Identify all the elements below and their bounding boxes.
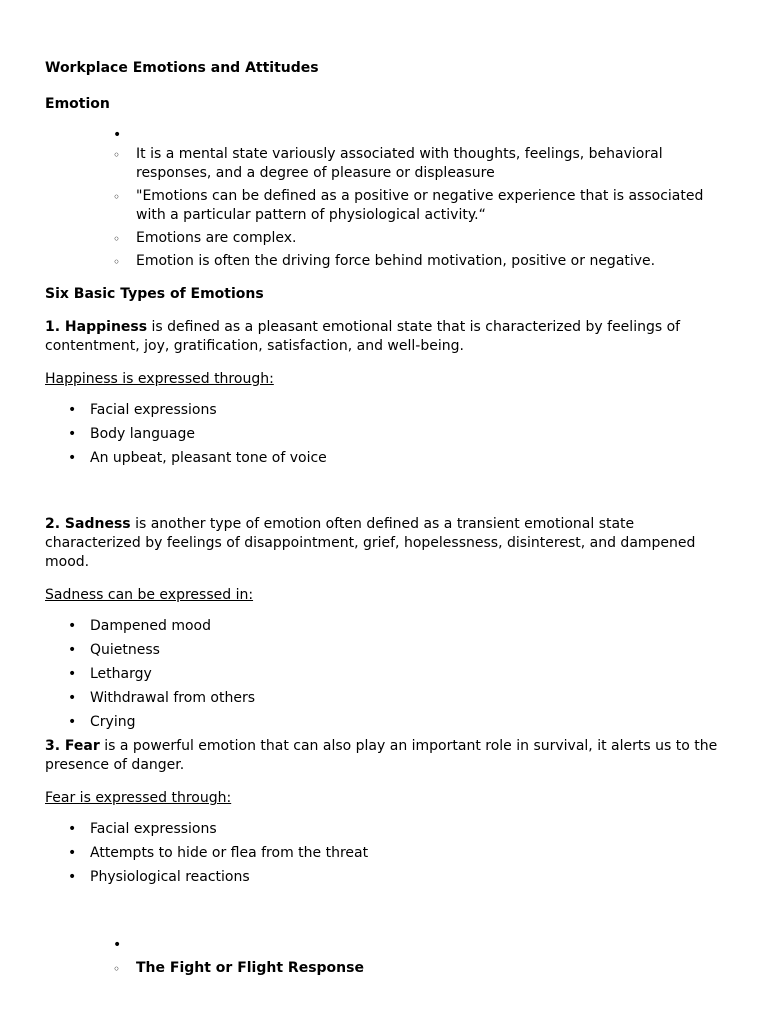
fear-list (68, 820, 723, 887)
list-item: ◦ It is a mental state variously associated with thoughts, feelings, behavioral responses, and a degree of pleasure or displeasure (113, 145, 723, 183)
document-title: Workplace Emotions and Attitudes (45, 60, 319, 76)
list-item: ◦ Emotions are complex. (113, 229, 723, 248)
sadness-lead: 2. Sadness (45, 516, 131, 532)
happiness-lead: 1. Happiness (45, 319, 148, 335)
list-item: • Facial expressions (68, 401, 723, 420)
emotion-points-list (113, 145, 723, 271)
empty-bullet (113, 126, 723, 145)
happiness-text: is defined as a pleasant emotional state that is characterized by feelings of contentment, joy, gratification, satisfaction, and well-being. (45, 319, 681, 354)
list-item: • Quietness (68, 641, 723, 660)
empty-bullet (113, 936, 723, 955)
list-item: ◦ Emotion is often the driving force behind motivation, positive or negative. (113, 252, 723, 271)
fear-paragraph (45, 737, 723, 775)
section-heading-emotion: Emotion (45, 96, 110, 112)
list-item: • Crying (68, 713, 723, 732)
list-item: • Lethargy (68, 665, 723, 684)
fear-text: is a powerful emotion that can also play an important role in survival, it alerts us to the presence of danger. (45, 738, 718, 773)
happiness-list (68, 401, 723, 468)
fear-lead: 3. Fear (45, 738, 100, 754)
list-item: ◦ "Emotions can be defined as a positive or negative experience that is associated with a particular pattern of physiological activity.“ (113, 187, 723, 225)
fear-label: Fear is expressed through: (45, 790, 232, 806)
happiness-label: Happiness is expressed through: (45, 371, 274, 387)
list-item: • Physiological reactions (68, 868, 723, 887)
list-item: • Attempts to hide or flea from the threat (68, 844, 723, 863)
sadness-paragraph (45, 515, 723, 572)
sadness-text: is another type of emotion often defined as a transient emotional state characterized by feelings of disappointment, grief, hopelessness, disinterest, and dampened mood. (45, 516, 696, 570)
list-item: • An upbeat, pleasant tone of voice (68, 449, 723, 468)
fight-flight-heading: ◦ The Fight or Flight Response (113, 959, 723, 978)
sadness-label: Sadness can be expressed in: (45, 587, 254, 603)
list-item: • Body language (68, 425, 723, 444)
sadness-list (68, 617, 723, 732)
happiness-paragraph (45, 318, 723, 356)
section-heading-types: Six Basic Types of Emotions (45, 286, 264, 302)
list-item: • Dampened mood (68, 617, 723, 636)
list-item: • Withdrawal from others (68, 689, 723, 708)
list-item: • Facial expressions (68, 820, 723, 839)
